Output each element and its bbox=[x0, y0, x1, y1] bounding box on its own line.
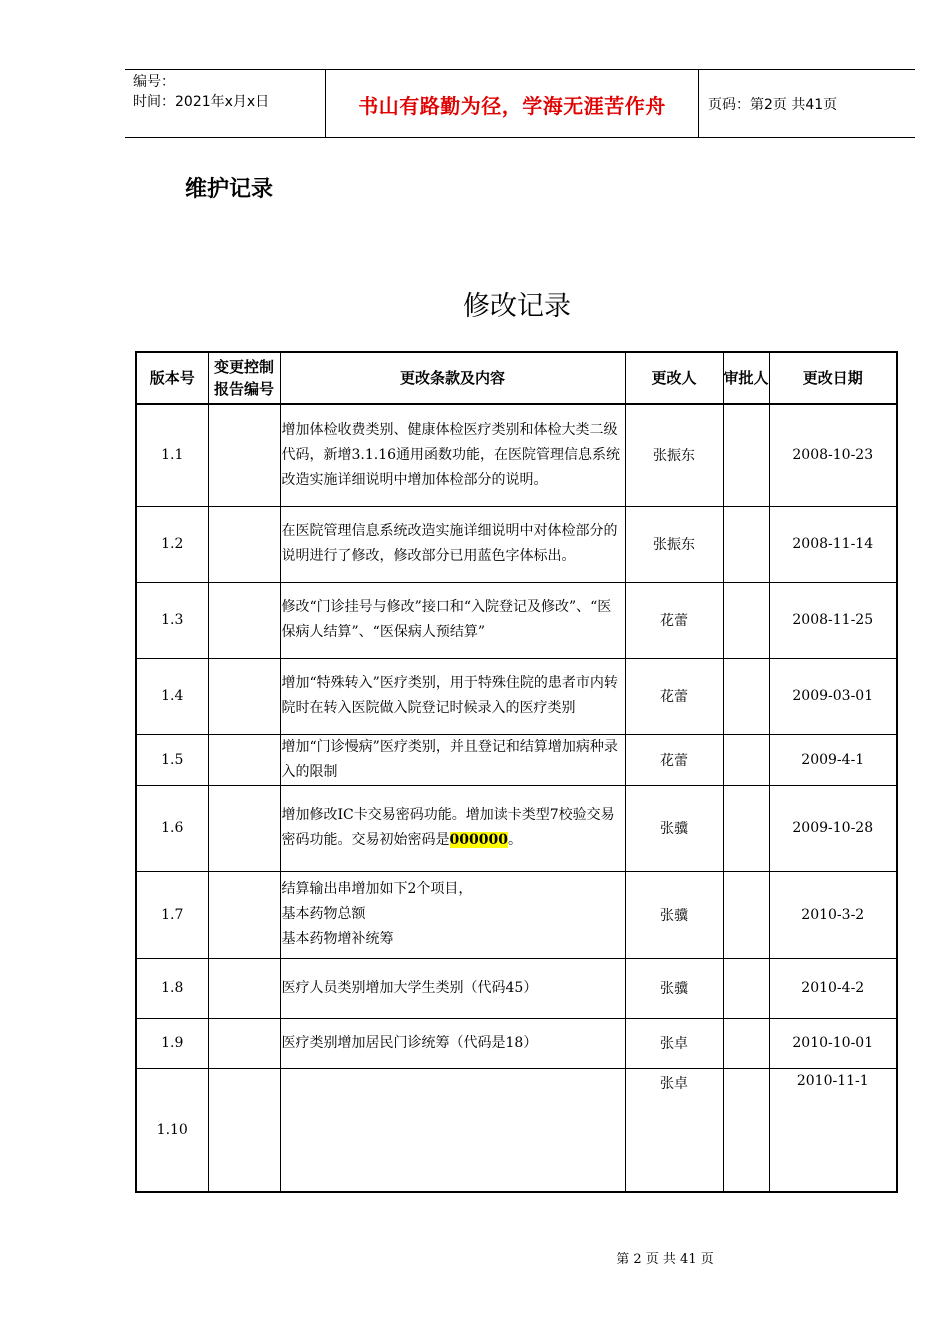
cell-date: 2010-4-2 bbox=[769, 958, 897, 1018]
cell-approver bbox=[723, 404, 769, 506]
cell-date: 2008-11-25 bbox=[769, 582, 897, 658]
header-version: 版本号 bbox=[136, 352, 208, 404]
cell-changer: 张振东 bbox=[625, 404, 723, 506]
header-content: 更改条款及内容 bbox=[280, 352, 625, 404]
cell-date: 2008-11-14 bbox=[769, 506, 897, 582]
cell-changer: 花蕾 bbox=[625, 582, 723, 658]
cell-approver bbox=[723, 582, 769, 658]
highlighted-password: 000000 bbox=[449, 832, 508, 848]
cell-approver bbox=[723, 734, 769, 785]
table-row bbox=[136, 582, 897, 658]
cell-report bbox=[208, 871, 280, 958]
cell-content: 修改“门诊挂号与修改”接口和“入院登记及修改”、“医保病人结算”、“医保病人预结算” bbox=[280, 582, 625, 658]
cell-changer: 张骥 bbox=[625, 871, 723, 958]
cell-content: 增加体检收费类别、健康体检医疗类别和体检大类二级代码，新增3.1.16通用函数功能，在医院管理信息系统改造实施详细说明中增加体检部分的说明。 bbox=[280, 404, 625, 506]
cell-report bbox=[208, 582, 280, 658]
cell-content: 医疗类别增加居民门诊统筹（代码是18） bbox=[280, 1018, 625, 1068]
cell-approver bbox=[723, 658, 769, 734]
table-row bbox=[136, 658, 897, 734]
cell-date: 2010-3-2 bbox=[769, 871, 897, 958]
cell-date: 2010-11-1 bbox=[769, 1068, 897, 1192]
cell-date: 2009-03-01 bbox=[769, 658, 897, 734]
page-footer: 第 2 页 共 41 页 bbox=[616, 1252, 714, 1267]
header-approver: 审批人 bbox=[723, 352, 769, 404]
cell-version: 1.7 bbox=[136, 871, 208, 958]
section-title: 维护记录 bbox=[185, 177, 274, 202]
header-report-number: 变更控制报告编号 bbox=[208, 352, 280, 404]
cell-changer: 张骥 bbox=[625, 785, 723, 871]
page-header bbox=[125, 69, 915, 138]
header-changer: 更改人 bbox=[625, 352, 723, 404]
cell-version: 1.2 bbox=[136, 506, 208, 582]
table-row bbox=[136, 404, 897, 506]
cell-changer: 花蕾 bbox=[625, 734, 723, 785]
cell-content bbox=[280, 785, 625, 871]
cell-changer: 张卓 bbox=[625, 1068, 723, 1192]
table-row bbox=[136, 785, 897, 871]
cell-version: 1.3 bbox=[136, 582, 208, 658]
table-title: 修改记录 bbox=[463, 291, 571, 322]
cell-version: 1.1 bbox=[136, 404, 208, 506]
cell-version: 1.6 bbox=[136, 785, 208, 871]
cell-content: 医疗人员类别增加大学生类别（代码45） bbox=[280, 958, 625, 1018]
content-line: 结算输出串增加如下2个项目， bbox=[281, 881, 473, 897]
revision-table bbox=[135, 351, 898, 1193]
table-row bbox=[136, 871, 897, 958]
header-time-label: 时间：2021年x月x日 bbox=[133, 94, 270, 110]
content-line: 基本药物增补统筹 bbox=[281, 931, 394, 947]
cell-report bbox=[208, 958, 280, 1018]
table-row bbox=[136, 1018, 897, 1068]
table-row bbox=[136, 506, 897, 582]
cell-date: 2009-10-28 bbox=[769, 785, 897, 871]
table-row bbox=[136, 734, 897, 785]
cell-content bbox=[280, 871, 625, 958]
header-divider bbox=[698, 70, 699, 137]
cell-content: 在医院管理信息系统改造实施详细说明中对体检部分的说明进行了修改，修改部分已用蓝色字体标出。 bbox=[280, 506, 625, 582]
cell-report bbox=[208, 404, 280, 506]
cell-report bbox=[208, 734, 280, 785]
table-row bbox=[136, 1068, 897, 1192]
cell-date: 2009-4-1 bbox=[769, 734, 897, 785]
header-number-label: 编号： bbox=[133, 74, 175, 90]
cell-content-tail: 。 bbox=[507, 832, 522, 848]
cell-content: 增加“特殊转入”医疗类别，用于特殊住院的患者市内转院时在转入医院做入院登记时候录入的医疗类别 bbox=[280, 658, 625, 734]
cell-approver bbox=[723, 871, 769, 958]
cell-content-text: 增加修改IC卡交易密码功能。增加读卡类型7校验交易密码功能。交易初始密码是 bbox=[281, 807, 615, 848]
cell-report bbox=[208, 1018, 280, 1068]
cell-version: 1.8 bbox=[136, 958, 208, 1018]
table-row bbox=[136, 958, 897, 1018]
cell-report bbox=[208, 785, 280, 871]
header-page-label: 页码：第2页 共41页 bbox=[708, 97, 838, 113]
table-header-row bbox=[136, 352, 897, 404]
cell-approver bbox=[723, 1018, 769, 1068]
cell-report bbox=[208, 506, 280, 582]
cell-date: 2010-10-01 bbox=[769, 1018, 897, 1068]
cell-content: 增加“门诊慢病”医疗类别，并且登记和结算增加病种录入的限制 bbox=[280, 734, 625, 785]
cell-approver bbox=[723, 506, 769, 582]
header-meta bbox=[133, 72, 269, 112]
cell-version: 1.9 bbox=[136, 1018, 208, 1068]
cell-report bbox=[208, 1068, 280, 1192]
cell-changer: 花蕾 bbox=[625, 658, 723, 734]
header-motto: 书山有路勤为径，学海无涯苦作舟 bbox=[358, 94, 666, 118]
cell-version: 1.10 bbox=[136, 1068, 208, 1192]
cell-approver bbox=[723, 1068, 769, 1192]
cell-content bbox=[280, 1068, 625, 1192]
content-line: 基本药物总额 bbox=[281, 906, 366, 922]
cell-changer: 张卓 bbox=[625, 1018, 723, 1068]
cell-version: 1.4 bbox=[136, 658, 208, 734]
cell-approver bbox=[723, 958, 769, 1018]
cell-approver bbox=[723, 785, 769, 871]
cell-changer: 张振东 bbox=[625, 506, 723, 582]
cell-report bbox=[208, 658, 280, 734]
cell-version: 1.5 bbox=[136, 734, 208, 785]
cell-date: 2008-10-23 bbox=[769, 404, 897, 506]
header-date: 更改日期 bbox=[769, 352, 897, 404]
cell-changer: 张骥 bbox=[625, 958, 723, 1018]
